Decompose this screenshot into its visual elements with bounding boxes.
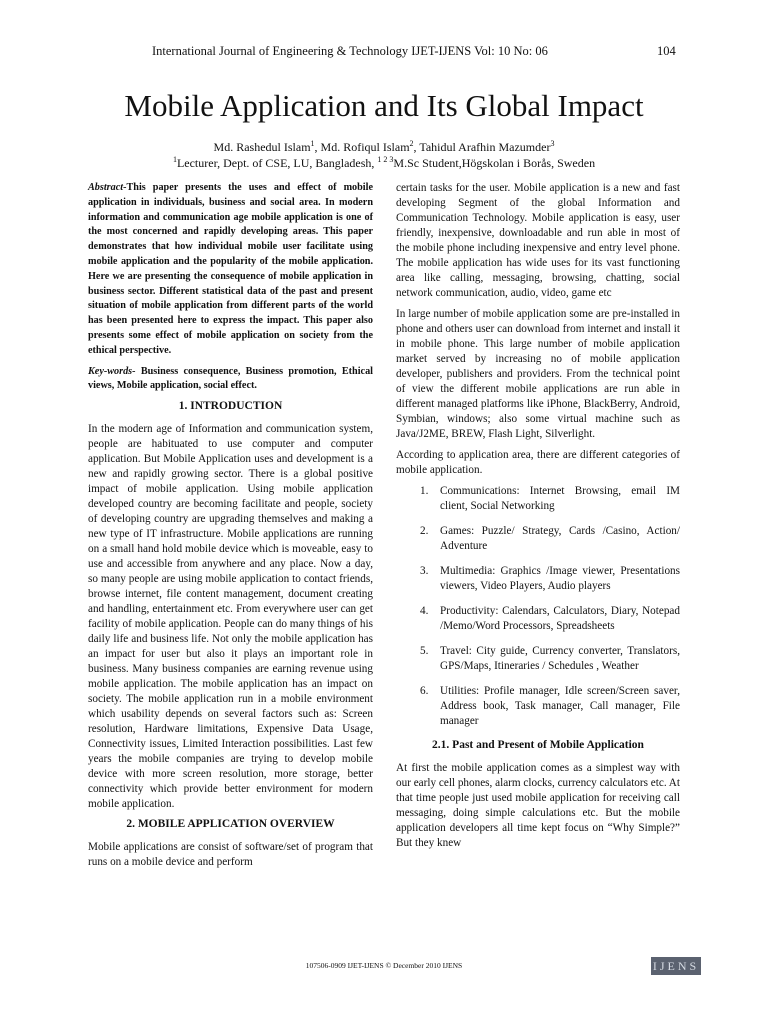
page-number: 104 <box>657 44 676 58</box>
categories-intro: According to application area, there are different categories of mobile application. <box>396 449 680 476</box>
section-heading-introduction: 1. INTRODUCTION <box>178 399 283 412</box>
introduction-paragraph: In the modern age of Information and communication system, people are habituated to use computer and computer application. But Mobile Application uses and development is a new and rapidly growing sector. There is a global positive impact of mobile application. Using mobile application developed country are becoming facilitate and people, society of developing country are upgrading themselves and making a new type of IT infrastructure. Mobile applications are running on a small hand hold mobile device which is moveable, easy to use and accessible from anywhere and any place. Now a day, so many people are using mobile application to contact friends, browse internet, file content management, document creating and handling, entertainment etc. From everywhere user can get facility of mobile application. People can do many things of his daily life and business life. Not only the mobile application has an impact for user but also it plays an important role in business. Many business companies are earning revenue using mobile application. The mobile application has an impact on society. The mobile application run in a mobile environment which usability depends on several factors such as: Screen resolution, Hardware limitations, Expensive Data Usage, Connectivity issues, Limited Interaction possibilities. Last few years the mobile companies are trying to develop mobile device with more screen resolution, more storage, better connectivity which provide better environment for modern mobile application. <box>88 422 373 810</box>
keywords <box>88 365 373 394</box>
platforms-paragraph: In large number of mobile application some are pre-installed in phone and others user can download from internet and install it in mobile phone. This large number of mobile application market served by increasing no of mobile application developer, publishers and providers. From the technical point of view the different mobile applications are run able in different managed platforms like iPhone, BlackBerry, Android, Symbian, windows; also some virtual machine such as Java/J2ME, BREW, Flash Light, Silverlight. <box>396 308 680 440</box>
left-column <box>88 181 373 876</box>
journal-header: International Journal of Engineering & Technology IJET-IJENS Vol: 10 No: 06 <box>152 44 548 58</box>
footer-text: 107506-0909 IJET-IJENS © December 2010 IJENS <box>305 961 463 970</box>
affiliation-line: $^1$Lecturer, Dept. of CSE, LU, Bangladesh, $^{1 2 3}$M.Sc Student,Högskolan i Borås, Sweden <box>172 155 596 170</box>
past-present-paragraph: At first the mobile application comes as a simplest way with our early cell phones, alarm clocks, currency calculators etc. At that time people just used mobile application for receiving call messaging, doing simple calculations etc. But the mobile application developers all time kept focus on “Why Simple?” But they knew <box>396 762 680 849</box>
list-item: 3. Multimedia: Graphics /Image viewer, Presentations viewers, Video Players, Audio players <box>420 565 680 592</box>
section-heading-overview: 2. MOBILE APPLICATION OVERVIEW <box>126 817 335 830</box>
abstract-label: Abstract- <box>88 182 127 193</box>
ijens-logo: IJENS <box>652 959 700 973</box>
right-column <box>396 181 680 857</box>
list-item: 1. Communications: Internet Browsing, email IM client, Social Networking <box>420 485 680 512</box>
category-list <box>396 484 680 729</box>
author-line: Md. Rashedul Islam$^1$, Md. Rofiqul Islam$^2$, Tahidul Arafhin Mazumder$^3$ <box>213 139 555 154</box>
list-item: 6. Utilities: Profile manager, Idle screen/Screen saver, Address book, Task manager, Call manager, File manager <box>420 685 680 727</box>
paper-title: Mobile Application and Its Global Impact <box>124 88 644 123</box>
keywords-text: Business consequence, Business promotion, Ethical views, Mobile application, social effect. <box>88 365 373 392</box>
abstract-text: This paper presents the uses and effect of mobile application in individuals, business and social area. In modern information and communication age mobile application is one of the most concerned and rapidly developing areas. This paper demonstrates that how individual mobile user facilitate using mobile application and the popularity of the mobile application. Here we are presenting the consequence of mobile application in business sector. Different statistical data of the past and present situation of mobile application from different parts of the world has been presented here to express the impact. This paper also presents some effect of mobile application on society from the ethical perspective. <box>88 182 373 356</box>
abstract <box>88 181 373 359</box>
overview-paragraph: Mobile applications are consist of software/set of program that runs on a mobile device and perform <box>88 840 373 868</box>
list-item: 5. Travel: City guide, Currency converter, Translators, GPS/Maps, Itineraries / Schedules , Weather <box>420 645 680 672</box>
list-item: 4. Productivity: Calendars, Calculators, Diary, Notepad /Memo/Word Processors, Spreadsheets <box>420 605 680 632</box>
overview-paragraph-cont: certain tasks for the user. Mobile application is a new and fast developing Segment of the global Information and Communication Technology. Mobile application is easy, user friendly, inexpensive, downloadable and run able in most of the mobile phone including inexpensive and entry level phone. The mobile application has wide uses for its vast functioning area like calling, messaging, browsing, chatting, social network communication, audio, video, game etc <box>396 182 680 299</box>
subsection-heading-past-present: 2.1. Past and Present of Mobile Application <box>432 739 644 751</box>
keywords-label: Key-words- <box>88 365 136 377</box>
list-item: 2. Games: Puzzle/ Strategy, Cards /Casino, Action/ Adventure <box>420 525 680 552</box>
